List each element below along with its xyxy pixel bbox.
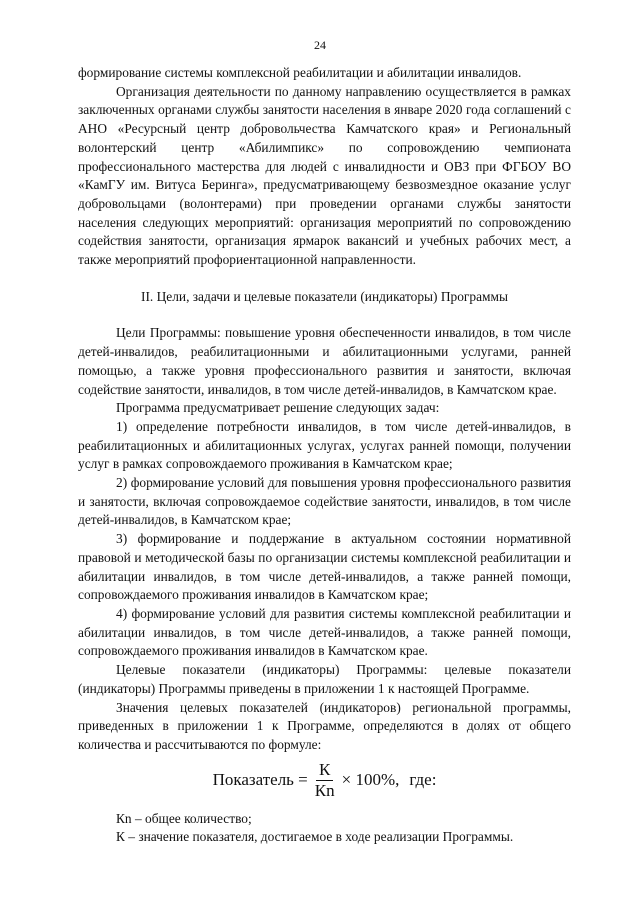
formula-denominator: Кn [314,780,335,800]
paragraph-continuation: формирование системы комплексной реабилитации и абилитации инвалидов. [78,65,522,80]
task-item-4: 4) формирование условий для развития системы комплексной реабилитации и абилитации инвалидов, в том числе детей-инвалидов, а также ранней помощи, сопровождаемого проживания инвалидов в Камчатском крае. [78,605,571,659]
task-item-3: 3) формирование и поддержание в актуальном состоянии нормативной правовой и методической базы по организации системы комплексной реабилитации и абилитации инвалидов, в том числе детей-инвалидов, а также ранней помощи, сопровождаемого проживания инвалидов в Камчатском крае; [78,531,571,603]
page-number: 24 [314,38,326,52]
formula-fraction [312,761,338,800]
paragraph-indicator-values: Значения целевых показателей (индикаторов) региональной программы, приведенных в приложении 1 к Программе, определяются в долях от общего количества и рассчитываются по формуле: [78,699,571,752]
definition-k: К – значение показателя, достигаемое в ходе реализации Программы. [116,829,514,845]
paragraph-organization: Организация деятельности по данному направлению осуществляется в рамках заключенных органами службы занятости населения в январе 2020 года соглашений с АНО «Ресурсный центр добровольчества Камчатского края» и Региональный волонтерский центр «Абилимпикс» по сопровождению чемпионата профессионального мастерства для людей с инвалидности и ОВЗ при ФГБОУ ВО «КамГУ им. Витуса Беринга», предусматривающему безвозмездное оказание услуг добровольцами (волонтерами) при проведении органами службы занятости населения следующих мероприятий: организация мероприятий по сопровождению содействия занятости, организация ярмарок вакансий и учебных рабочих мест, а также мероприятий профориентационной направленности. [78,83,571,268]
paragraph-tasks-intro: Программа предусматривает решение следующих задач: [116,400,440,416]
task-item-2: 2) формирование условий для повышения уровня профессионального развития и занятости, включая сопровождаемое содействие занятости, инвалидов, в том числе детей-инвалидов, в Камчатском крае; [78,475,571,528]
document-body [78,64,571,847]
definition-kn: Кn – общее количество; [116,810,252,826]
section-heading: II. Цели, задачи и целевые показатели (индикаторы) Программы [141,288,508,304]
paragraph-goals: Цели Программы: повышение уровня обеспеченности инвалидов, в том числе детей-инвалидов, реабилитационными и абилитационными услугами, ранней помощью, а также уровня профессионального развития и занятости, включая содействие занятости, инвалидов, в том числе детей-инвалидов, в Камчатском крае. [78,325,571,397]
formula-lhs: Показатель = [212,769,308,789]
formula-suffix: где: [409,769,437,789]
formula-numerator: К [316,761,333,781]
paragraph-indicators: Целевые показатели (индикаторы) Программы: целевые показатели (индикаторы) Программы приведены в приложении 1 к настоящей Программе. [78,662,571,696]
formula-rhs: × 100%, [341,769,400,789]
indicator-formula [78,761,571,800]
task-item-1: 1) определение потребности инвалидов, в том числе детей-инвалидов, в реабилитационных и абилитационных услугах, услугах ранней помощи, получении услуг в рамках сопровождаемого проживания в Камчатском крае; [78,418,571,472]
